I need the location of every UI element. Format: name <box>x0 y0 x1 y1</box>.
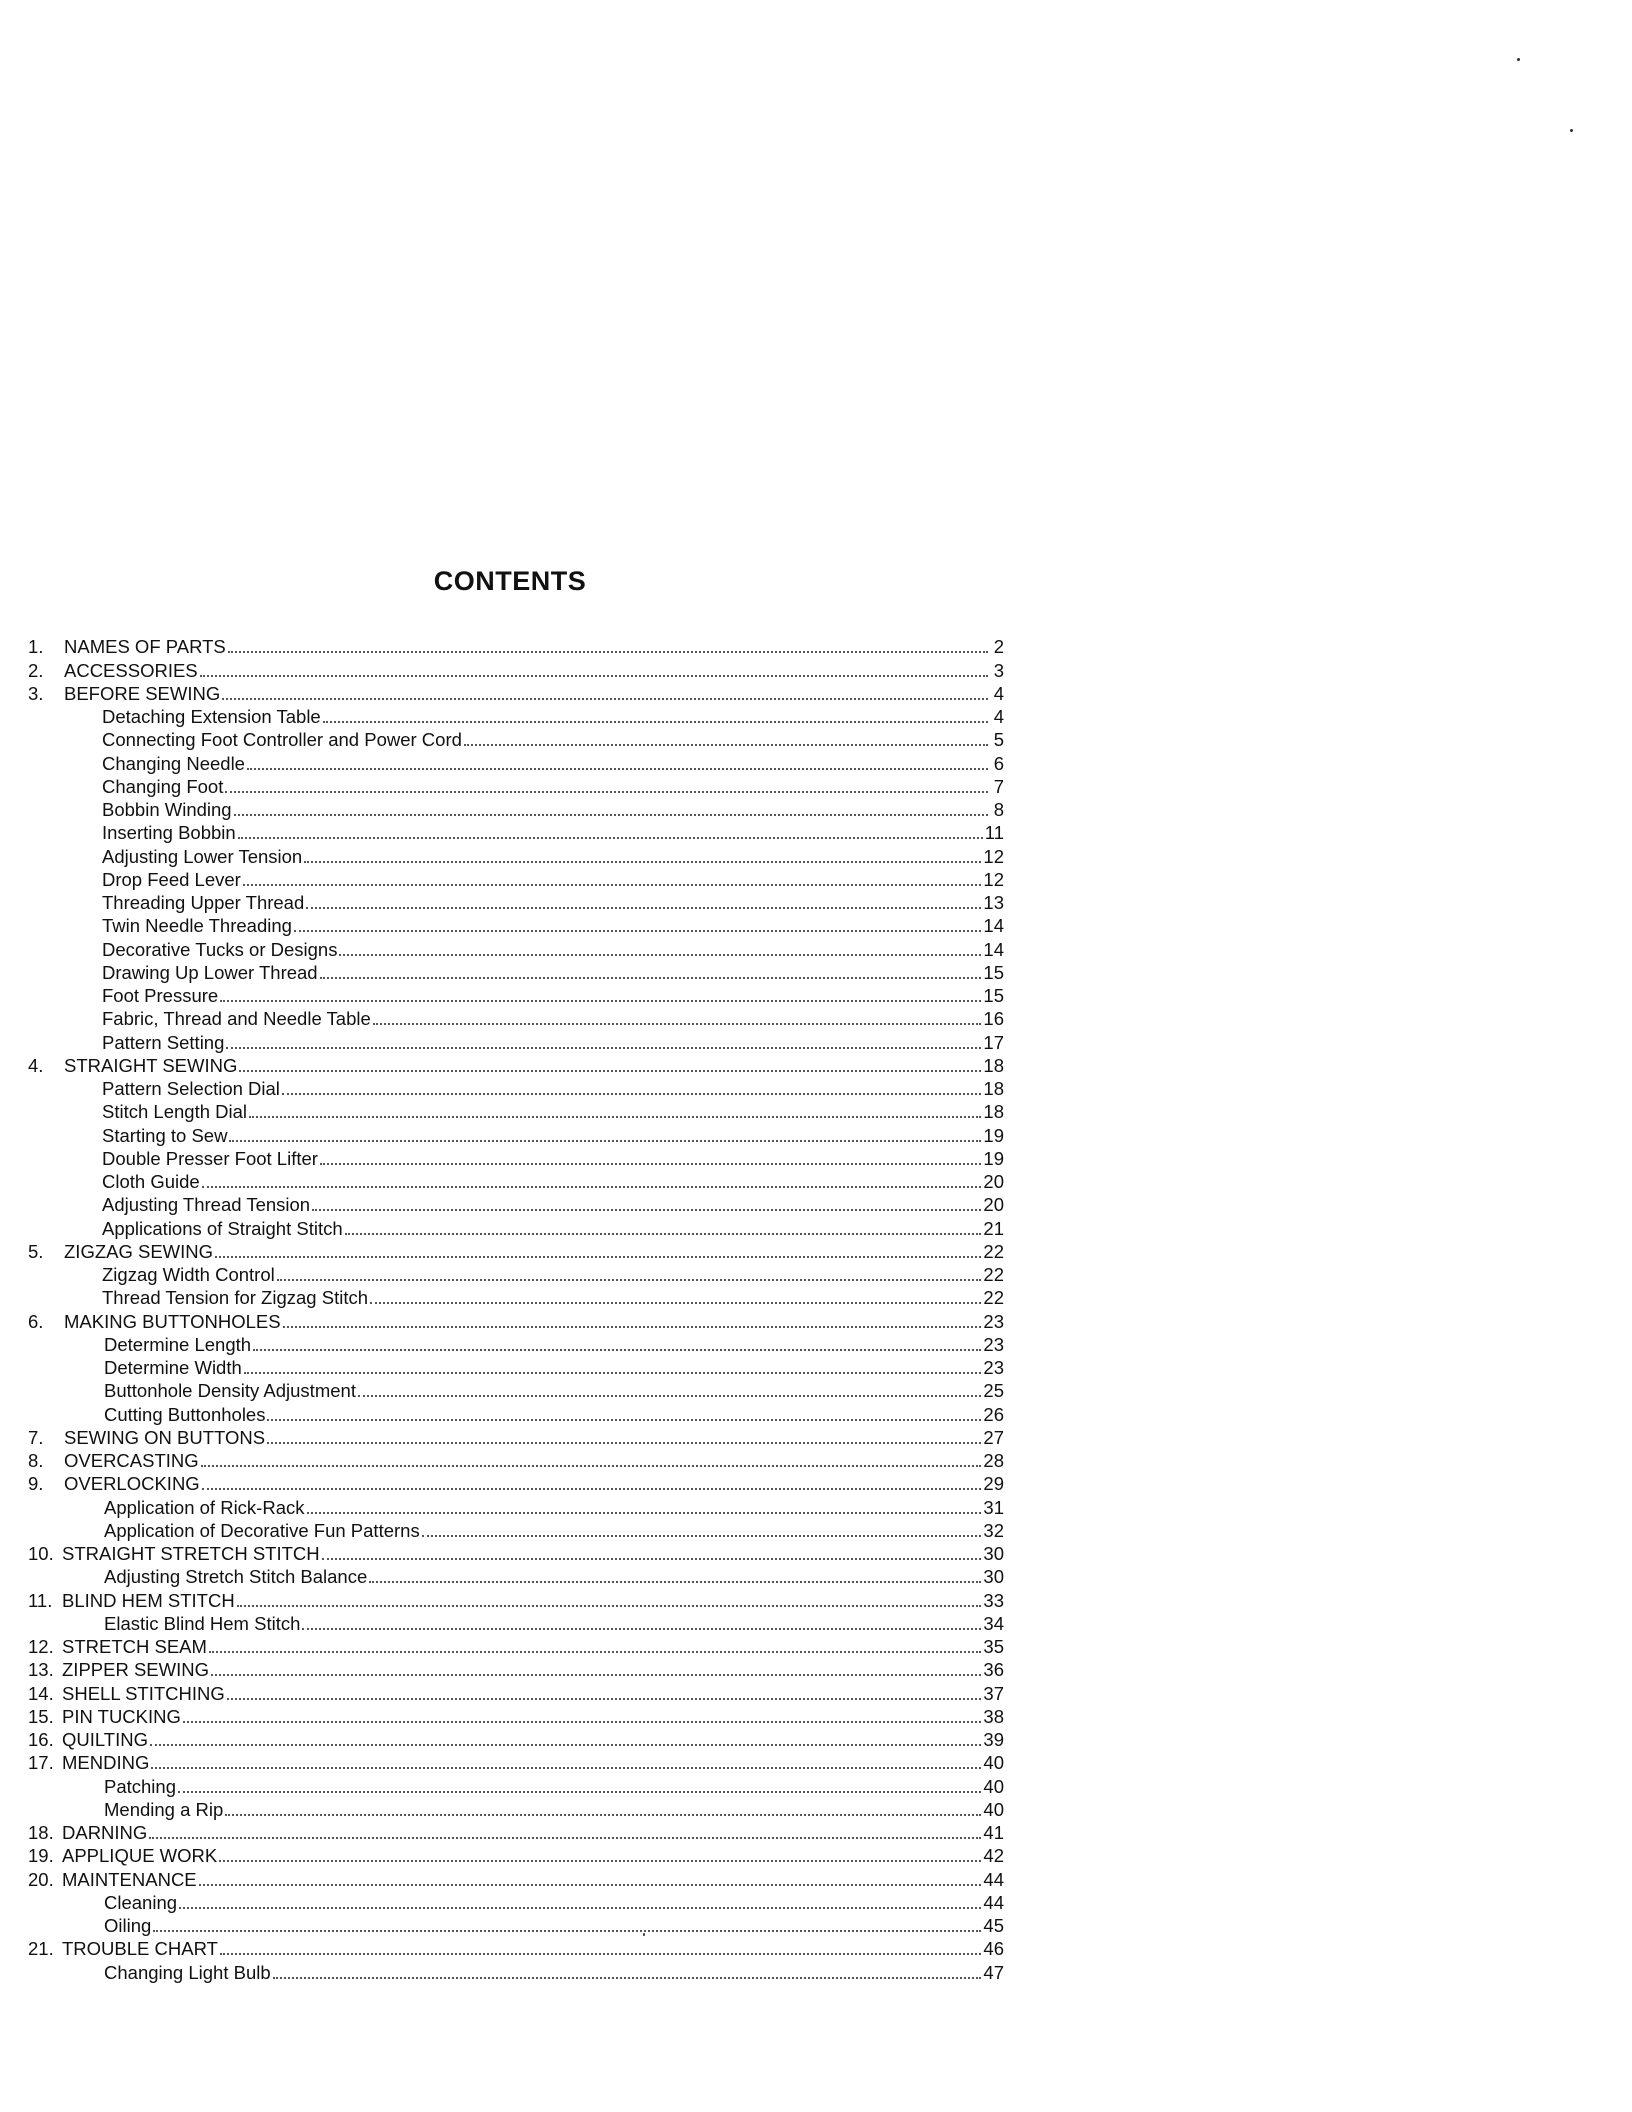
toc-subsection-entry <box>28 1122 1004 1145</box>
toc-entry-page-number: 5 <box>993 729 1004 751</box>
toc-entry-number: 7. <box>28 1426 44 1448</box>
toc-entry-page-number: 40 <box>983 1752 1004 1774</box>
toc-entry-page-number: 8 <box>993 799 1004 820</box>
toc-subsection-entry <box>28 1192 1004 1215</box>
toc-dot-leader <box>373 1022 982 1025</box>
toc-entry-page-number: 12 <box>983 845 1004 867</box>
toc-entry-page-number: 20 <box>983 1194 1004 1216</box>
toc-subsection-entry <box>28 1332 1004 1355</box>
toc-entry-title: PIN TUCKING <box>62 1705 181 1727</box>
toc-entry-title: Determine Width <box>104 1357 242 1378</box>
scan-speck <box>1570 129 1573 132</box>
toc-chapter-entry <box>28 1308 1004 1331</box>
toc-entry-title: Foot Pressure <box>102 985 219 1006</box>
toc-entry-title: Adjusting Stretch Stitch Balance <box>104 1566 368 1588</box>
toc-entry-page-number: 11 <box>984 822 1004 844</box>
toc-entry-title: Determine Length <box>104 1333 252 1355</box>
toc-entry-number: 12. <box>28 1636 54 1657</box>
toc-entry-page-number: 20 <box>983 1171 1004 1192</box>
toc-dot-leader <box>277 1278 982 1281</box>
toc-entry-title: Buttonhole Density Adjustment <box>104 1380 356 1402</box>
scan-speck <box>643 1933 645 1936</box>
toc-entry-page-number: 40 <box>983 1798 1004 1820</box>
toc-entry-page-number: 16 <box>983 1008 1004 1030</box>
toc-entry-number: 3. <box>28 682 44 704</box>
toc-entry-title: Pattern Selection Dial <box>102 1078 280 1099</box>
toc-subsection-entry <box>28 960 1004 983</box>
toc-dot-leader <box>183 1720 982 1723</box>
toc-dot-leader <box>283 1325 982 1328</box>
toc-entry-title: Stitch Length Dial <box>102 1101 248 1123</box>
toc-entry-page-number: 13 <box>983 892 1004 913</box>
toc-dot-leader <box>220 999 981 1002</box>
toc-entry-title: QUILTING <box>62 1729 148 1750</box>
toc-dot-leader <box>320 1162 981 1165</box>
toc-entry-page-number: 19 <box>983 1147 1004 1169</box>
toc-entry-title: BEFORE SEWING <box>64 682 221 704</box>
toc-entry-title: Detaching Extension Table <box>102 706 321 727</box>
toc-entry-number: 16. <box>28 1729 54 1750</box>
toc-entry-page-number: 2 <box>993 636 1004 658</box>
toc-dot-leader <box>322 1557 982 1560</box>
toc-entry-number: 8. <box>28 1450 44 1471</box>
toc-entry-number: 18. <box>28 1822 54 1843</box>
toc-chapter-entry <box>28 1936 1004 1959</box>
toc-entry-page-number: 44 <box>983 1891 1004 1913</box>
toc-entry-number: 10. <box>28 1543 54 1564</box>
toc-dot-leader <box>422 1534 982 1537</box>
toc-dot-leader <box>307 1511 982 1514</box>
toc-entry-title: OVERCASTING <box>64 1450 199 1471</box>
toc-subsection-entry <box>28 1169 1004 1192</box>
toc-subsection-entry <box>28 913 1004 936</box>
toc-entry-title: Decorative Tucks or Designs <box>102 938 338 960</box>
toc-dot-leader <box>244 1371 982 1374</box>
toc-entry-title: Application of Rick-Rack <box>104 1496 305 1518</box>
toc-entry-title: Changing Foot <box>102 775 224 797</box>
toc-subsection-entry <box>28 1564 1004 1587</box>
toc-entry-title: Zigzag Width Control <box>102 1264 275 1285</box>
toc-entry-page-number: 44 <box>983 1868 1004 1890</box>
toc-chapter-entry <box>28 1053 1004 1076</box>
toc-entry-page-number: 18 <box>983 1078 1004 1099</box>
toc-subsection-entry <box>28 797 1004 820</box>
toc-entry-title: STRETCH SEAM <box>62 1636 207 1657</box>
toc-dot-leader <box>267 1441 981 1444</box>
toc-entry-title: Adjusting Thread Tension <box>102 1194 311 1216</box>
toc-entry-page-number: 15 <box>983 961 1004 983</box>
toc-dot-leader <box>370 1301 981 1304</box>
toc-entry-title: Elastic Blind Hem Stitch <box>104 1612 301 1634</box>
toc-entry-title: Double Presser Foot Lifter <box>102 1147 318 1169</box>
toc-dot-leader <box>358 1394 981 1397</box>
toc-chapter-entry <box>28 1634 1004 1657</box>
toc-dot-leader <box>202 1487 982 1490</box>
toc-subsection-entry <box>28 1355 1004 1378</box>
toc-entry-title: Starting to Sew <box>102 1124 228 1146</box>
toc-chapter-entry <box>28 1680 1004 1703</box>
toc-chapter-entry <box>28 1425 1004 1448</box>
toc-subsection-entry <box>28 1518 1004 1541</box>
toc-chapter-entry <box>28 1704 1004 1727</box>
toc-entry-title: MENDING <box>62 1752 150 1774</box>
toc-subsection-entry <box>28 1076 1004 1099</box>
toc-subsection-entry <box>28 1285 1004 1308</box>
toc-entry-title: Oiling <box>104 1915 152 1936</box>
toc-entry-number: 20. <box>28 1868 54 1890</box>
toc-entry-title: TROUBLE CHART <box>62 1938 218 1960</box>
toc-chapter-entry <box>28 1448 1004 1471</box>
toc-dot-leader <box>294 929 982 932</box>
toc-entry-page-number: 12 <box>983 868 1004 890</box>
toc-entry-page-number: 4 <box>993 682 1004 704</box>
toc-chapter-entry <box>28 1239 1004 1262</box>
toc-dot-leader <box>202 1185 982 1188</box>
toc-entry-title: Threading Upper Thread <box>102 892 305 913</box>
toc-entry-number: 21. <box>28 1938 54 1960</box>
toc-entry-page-number: 42 <box>983 1845 1004 1867</box>
toc-subsection-entry <box>28 1611 1004 1634</box>
toc-dot-leader <box>239 1069 981 1072</box>
toc-dot-leader <box>201 1464 982 1467</box>
toc-entry-page-number: 17 <box>983 1031 1004 1053</box>
page-title: CONTENTS <box>433 566 587 596</box>
toc-entry-page-number: 27 <box>983 1426 1004 1448</box>
toc-entry-title: Connecting Foot Controller and Power Cord <box>102 729 462 751</box>
toc-dot-leader <box>178 1790 981 1793</box>
toc-entry-title: Changing Light Bulb <box>104 1961 271 1983</box>
toc-entry-page-number: 21 <box>983 1217 1004 1239</box>
toc-entry-number: 14. <box>28 1682 54 1704</box>
toc-entry-page-number: 47 <box>983 1961 1004 1983</box>
toc-entry-title: APPLIQUE WORK <box>62 1845 218 1867</box>
toc-dot-leader <box>151 1766 981 1769</box>
toc-entry-title: STRAIGHT SEWING <box>64 1054 238 1076</box>
toc-entry-page-number: 36 <box>983 1659 1004 1681</box>
toc-entry-page-number: 41 <box>983 1822 1004 1843</box>
toc-chapter-entry <box>28 1750 1004 1773</box>
toc-entry-page-number: 3 <box>993 659 1004 681</box>
toc-subsection-entry <box>28 1006 1004 1029</box>
toc-dot-leader <box>302 1627 981 1630</box>
toc-entry-number: 11. <box>28 1589 53 1611</box>
toc-entry-number: 13. <box>28 1659 54 1681</box>
toc-entry-page-number: 46 <box>983 1938 1004 1960</box>
toc-dot-leader <box>220 1952 982 1955</box>
toc-chapter-entry <box>28 1541 1004 1564</box>
toc-dot-leader <box>222 697 988 700</box>
toc-entry-title: ACCESSORIES <box>64 659 198 681</box>
toc-entry-title: Fabric, Thread and Needle Table <box>102 1008 371 1030</box>
toc-entry-page-number: 22 <box>983 1240 1004 1262</box>
toc-chapter-entry <box>28 681 1004 704</box>
toc-dot-leader <box>149 1836 981 1839</box>
toc-dot-leader <box>234 813 988 816</box>
toc-dot-leader <box>320 976 982 979</box>
toc-dot-leader <box>150 1743 981 1746</box>
toc-entry-number: 17. <box>28 1752 54 1774</box>
toc-entry-title: Applications of Straight Stitch <box>102 1217 343 1239</box>
toc-entry-title: NAMES OF PARTS <box>64 636 226 658</box>
toc-entry-page-number: 37 <box>983 1682 1004 1704</box>
toc-entry-page-number: 28 <box>983 1450 1004 1471</box>
toc-chapter-entry <box>28 1657 1004 1680</box>
toc-entry-title: DARNING <box>62 1822 148 1843</box>
toc-entry-title: Application of Decorative Fun Patterns <box>104 1519 420 1541</box>
toc-entry-title: Bobbin Winding <box>102 799 232 820</box>
toc-entry-title: ZIGZAG SEWING <box>64 1240 214 1262</box>
toc-subsection-entry <box>28 843 1004 866</box>
toc-entry-title: MAINTENANCE <box>62 1868 197 1890</box>
toc-entry-title: Cutting Buttonholes <box>104 1403 266 1425</box>
toc-entry-title: STRAIGHT STRETCH STITCH <box>62 1543 320 1564</box>
toc-entry-page-number: 38 <box>983 1705 1004 1727</box>
toc-dot-leader <box>209 1650 981 1653</box>
toc-entry-page-number: 29 <box>983 1473 1004 1495</box>
toc-dot-leader <box>211 1673 981 1676</box>
toc-chapter-entry <box>28 1843 1004 1866</box>
toc-entry-title: Twin Needle Threading <box>102 915 292 937</box>
toc-dot-leader <box>228 650 988 653</box>
toc-subsection-entry <box>28 820 1004 843</box>
toc-chapter-entry <box>28 657 1004 680</box>
toc-dot-leader <box>304 860 981 863</box>
toc-dot-leader <box>229 1139 981 1142</box>
toc-subsection-entry <box>28 1146 1004 1169</box>
toc-dot-leader <box>226 1046 981 1049</box>
toc-dot-leader <box>339 953 981 956</box>
toc-entry-title: Patching <box>104 1775 176 1797</box>
toc-dot-leader <box>253 1348 981 1351</box>
toc-dot-leader <box>215 1255 981 1258</box>
toc-entry-page-number: 6 <box>993 752 1004 774</box>
toc-entry-title: Adjusting Lower Tension <box>102 845 303 867</box>
toc-entry-title: SHELL STITCHING <box>62 1682 225 1704</box>
toc-subsection-entry <box>28 1262 1004 1285</box>
toc-entry-page-number: 34 <box>983 1612 1004 1634</box>
toc-entry-title: Cloth Guide <box>102 1171 200 1192</box>
toc-entry-number: 19. <box>28 1845 54 1867</box>
toc-entry-number: 4. <box>28 1054 44 1076</box>
toc-entry-title: Drawing Up Lower Thread <box>102 961 318 983</box>
toc-dot-leader <box>225 1813 981 1816</box>
toc-entry-number: 1. <box>28 636 44 658</box>
toc-dot-leader <box>219 1859 981 1862</box>
toc-entry-page-number: 23 <box>983 1357 1004 1378</box>
toc-dot-leader <box>282 1092 982 1095</box>
toc-entry-page-number: 15 <box>983 985 1004 1006</box>
toc-entry-title: Inserting Bobbin <box>102 822 236 844</box>
table-of-contents <box>28 634 1004 1983</box>
toc-dot-leader <box>267 1418 981 1421</box>
toc-entry-number: 5. <box>28 1240 44 1262</box>
toc-subsection-entry <box>28 1099 1004 1122</box>
toc-subsection-entry <box>28 1913 1004 1936</box>
toc-entry-title: Pattern Setting <box>102 1031 225 1053</box>
toc-entry-title: Cleaning <box>104 1891 178 1913</box>
toc-dot-leader <box>345 1232 982 1235</box>
toc-dot-leader <box>179 1906 981 1909</box>
toc-chapter-entry <box>28 1820 1004 1843</box>
toc-entry-page-number: 22 <box>983 1287 1004 1309</box>
toc-entry-title: SEWING ON BUTTONS <box>64 1426 266 1448</box>
toc-subsection-entry <box>28 1773 1004 1796</box>
toc-subsection-entry <box>28 750 1004 773</box>
toc-chapter-entry <box>28 1727 1004 1750</box>
toc-entry-page-number: 25 <box>983 1380 1004 1402</box>
toc-entry-title: Drop Feed Lever <box>102 868 241 890</box>
toc-entry-page-number: 39 <box>983 1729 1004 1750</box>
toc-chapter-entry <box>28 634 1004 657</box>
toc-entry-page-number: 32 <box>983 1519 1004 1541</box>
toc-entry-page-number: 26 <box>983 1403 1004 1425</box>
toc-entry-page-number: 14 <box>983 938 1004 960</box>
toc-subsection-entry <box>28 1494 1004 1517</box>
toc-subsection-entry <box>28 1959 1004 1982</box>
toc-subsection-entry <box>28 727 1004 750</box>
toc-subsection-entry <box>28 983 1004 1006</box>
toc-dot-leader <box>369 1580 981 1583</box>
toc-dot-leader <box>200 674 988 677</box>
toc-dot-leader <box>306 906 981 909</box>
toc-entry-page-number: 4 <box>993 706 1004 727</box>
toc-entry-page-number: 23 <box>983 1310 1004 1332</box>
toc-entry-title: MAKING BUTTONHOLES <box>64 1310 281 1332</box>
toc-entry-page-number: 23 <box>983 1333 1004 1355</box>
toc-dot-leader <box>225 790 988 793</box>
toc-subsection-entry <box>28 704 1004 727</box>
toc-entry-page-number: 31 <box>983 1496 1004 1518</box>
toc-dot-leader <box>243 883 982 886</box>
toc-entry-page-number: 30 <box>983 1566 1004 1588</box>
toc-dot-leader <box>237 1604 982 1607</box>
toc-entry-page-number: 33 <box>983 1589 1004 1611</box>
toc-dot-leader <box>464 743 988 746</box>
toc-entry-title: Changing Needle <box>102 752 245 774</box>
toc-entry-page-number: 45 <box>983 1915 1004 1936</box>
toc-entry-page-number: 22 <box>983 1264 1004 1285</box>
toc-entry-title: OVERLOCKING <box>64 1473 200 1495</box>
toc-entry-title: BLIND HEM STITCH <box>62 1589 235 1611</box>
toc-subsection-entry <box>28 936 1004 959</box>
toc-dot-leader <box>247 767 988 770</box>
toc-subsection-entry <box>28 1797 1004 1820</box>
toc-subsection-entry <box>28 867 1004 890</box>
toc-dot-leader <box>323 720 988 723</box>
toc-dot-leader <box>153 1929 981 1932</box>
toc-entry-title: Thread Tension for Zigzag Stitch <box>102 1287 368 1309</box>
toc-subsection-entry <box>28 1401 1004 1424</box>
scan-speck <box>1517 58 1520 61</box>
toc-subsection-entry <box>28 890 1004 913</box>
toc-dot-leader <box>273 1976 982 1979</box>
toc-entry-page-number: 35 <box>983 1636 1004 1657</box>
toc-entry-number: 15. <box>28 1705 54 1727</box>
toc-entry-title: ZIPPER SEWING <box>62 1659 209 1681</box>
toc-chapter-entry <box>28 1587 1004 1610</box>
toc-subsection-entry <box>28 1029 1004 1052</box>
toc-entry-number: 2. <box>28 659 44 681</box>
toc-entry-number: 9. <box>28 1473 44 1495</box>
toc-entry-page-number: 19 <box>983 1124 1004 1146</box>
toc-subsection-entry <box>28 1215 1004 1238</box>
toc-entry-page-number: 18 <box>983 1101 1004 1123</box>
toc-entry-page-number: 30 <box>983 1543 1004 1564</box>
toc-entry-number: 6. <box>28 1310 44 1332</box>
toc-subsection-entry <box>28 1890 1004 1913</box>
toc-chapter-entry <box>28 1471 1004 1494</box>
toc-chapter-entry <box>28 1866 1004 1889</box>
toc-entry-title: Mending a Rip <box>104 1798 224 1820</box>
toc-subsection-entry <box>28 774 1004 797</box>
toc-dot-leader <box>227 1697 982 1700</box>
toc-entry-page-number: 18 <box>983 1054 1004 1076</box>
toc-dot-leader <box>238 836 983 839</box>
toc-entry-page-number: 14 <box>983 915 1004 937</box>
toc-dot-leader <box>199 1883 982 1886</box>
toc-entry-page-number: 7 <box>993 775 1004 797</box>
toc-entry-page-number: 40 <box>983 1775 1004 1797</box>
toc-subsection-entry <box>28 1378 1004 1401</box>
toc-dot-leader <box>312 1208 981 1211</box>
toc-dot-leader <box>249 1115 981 1118</box>
